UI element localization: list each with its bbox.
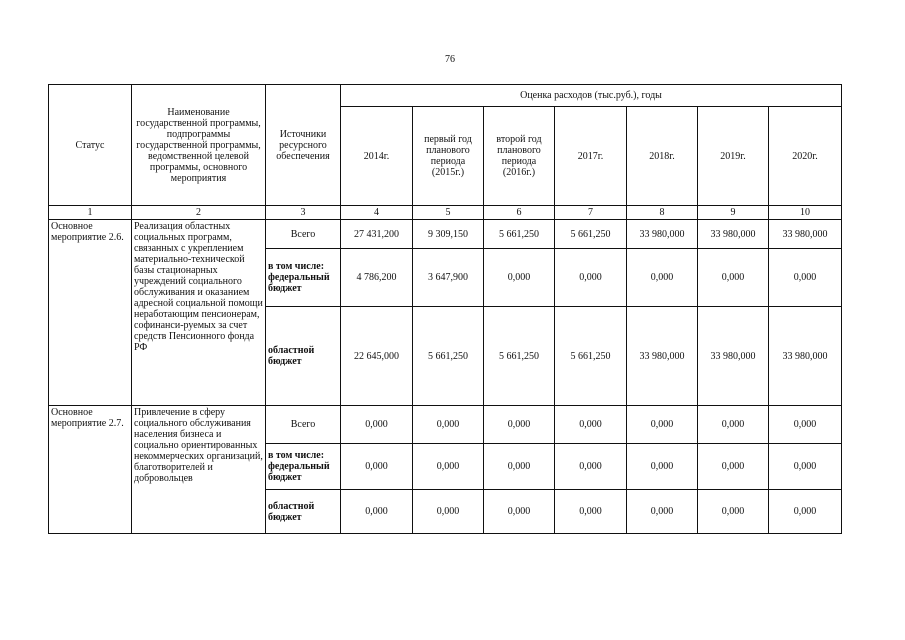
header-year: второй год планового периода (2016г.)	[484, 107, 555, 206]
source-label: в том числе: федеральный бюджет	[266, 444, 341, 490]
header-year: первый год планового периода (2015г.)	[413, 107, 484, 206]
column-number: 1	[49, 206, 132, 220]
value-cell: 0,000	[555, 490, 627, 534]
source-label: в том числе: федеральный бюджет	[266, 249, 341, 307]
value-cell: 0,000	[413, 406, 484, 444]
activity-name: Привлечение в сферу социального обслуживания населения бизнеса и социально ориентированных некоммерческих организаций, благотворителей и добровольцев	[132, 406, 266, 534]
value-cell: 0,000	[769, 490, 842, 534]
header-year: 2020г.	[769, 107, 842, 206]
header-row-1	[49, 85, 842, 107]
value-cell: 5 661,250	[484, 307, 555, 406]
table-row	[49, 220, 842, 249]
source-label: Всего	[266, 406, 341, 444]
column-number: 5	[413, 206, 484, 220]
value-cell: 3 647,900	[413, 249, 484, 307]
column-number: 6	[484, 206, 555, 220]
value-cell: 33 980,000	[769, 220, 842, 249]
value-cell: 5 661,250	[484, 220, 555, 249]
value-cell: 4 786,200	[341, 249, 413, 307]
value-cell: 22 645,000	[341, 307, 413, 406]
value-cell: 33 980,000	[627, 307, 698, 406]
column-number: 4	[341, 206, 413, 220]
activity-status: Основное мероприятие 2.6.	[49, 220, 132, 406]
activity-status: Основное мероприятие 2.7.	[49, 406, 132, 534]
value-cell: 0,000	[769, 249, 842, 307]
activity-name: Реализация областных социальных программ, связанных с укреплением материально-технической базы стационарных учреждений социального обслуживания и оказанием адресной социальной помощи неработающим пенсионерам, софинанси-руемых за счет средств Пенсионного фонда РФ	[132, 220, 266, 406]
value-cell: 33 980,000	[769, 307, 842, 406]
value-cell: 0,000	[484, 406, 555, 444]
value-cell: 0,000	[769, 406, 842, 444]
value-cell: 0,000	[555, 249, 627, 307]
column-number: 8	[627, 206, 698, 220]
value-cell: 0,000	[484, 249, 555, 307]
value-cell: 0,000	[698, 249, 769, 307]
value-cell: 27 431,200	[341, 220, 413, 249]
column-number: 3	[266, 206, 341, 220]
value-cell: 0,000	[627, 406, 698, 444]
value-cell: 0,000	[341, 490, 413, 534]
value-cell: 0,000	[627, 490, 698, 534]
column-number-row	[49, 206, 842, 220]
value-cell: 0,000	[484, 490, 555, 534]
value-cell: 0,000	[555, 406, 627, 444]
value-cell: 5 661,250	[555, 307, 627, 406]
source-label: Всего	[266, 220, 341, 249]
value-cell: 0,000	[555, 444, 627, 490]
value-cell: 33 980,000	[698, 307, 769, 406]
header-name: Наименование государственной программы, подпрограммы государственной программы, ведомственной целевой программы, основного мероприятия	[132, 85, 266, 206]
header-sources: Источники ресурсного обеспечения	[266, 85, 341, 206]
value-cell: 0,000	[698, 444, 769, 490]
value-cell: 0,000	[627, 444, 698, 490]
header-expenses: Оценка расходов (тыс.руб.), годы	[341, 85, 842, 107]
value-cell: 5 661,250	[413, 307, 484, 406]
value-cell: 0,000	[413, 490, 484, 534]
value-cell: 0,000	[698, 490, 769, 534]
header-year: 2017г.	[555, 107, 627, 206]
value-cell: 0,000	[769, 444, 842, 490]
source-label: областной бюджет	[266, 490, 341, 534]
value-cell: 0,000	[627, 249, 698, 307]
value-cell: 33 980,000	[698, 220, 769, 249]
value-cell: 0,000	[341, 444, 413, 490]
header-year: 2014г.	[341, 107, 413, 206]
table-row	[49, 406, 842, 444]
budget-table	[48, 84, 842, 534]
value-cell: 33 980,000	[627, 220, 698, 249]
value-cell: 0,000	[484, 444, 555, 490]
page-number: 76	[445, 54, 455, 65]
source-label: областной бюджет	[266, 307, 341, 406]
column-number: 2	[132, 206, 266, 220]
value-cell: 9 309,150	[413, 220, 484, 249]
column-number: 10	[769, 206, 842, 220]
value-cell: 5 661,250	[555, 220, 627, 249]
header-year: 2019г.	[698, 107, 769, 206]
value-cell: 0,000	[698, 406, 769, 444]
header-year: 2018г.	[627, 107, 698, 206]
value-cell: 0,000	[341, 406, 413, 444]
value-cell: 0,000	[413, 444, 484, 490]
column-number: 9	[698, 206, 769, 220]
column-number: 7	[555, 206, 627, 220]
header-status: Статус	[49, 85, 132, 206]
